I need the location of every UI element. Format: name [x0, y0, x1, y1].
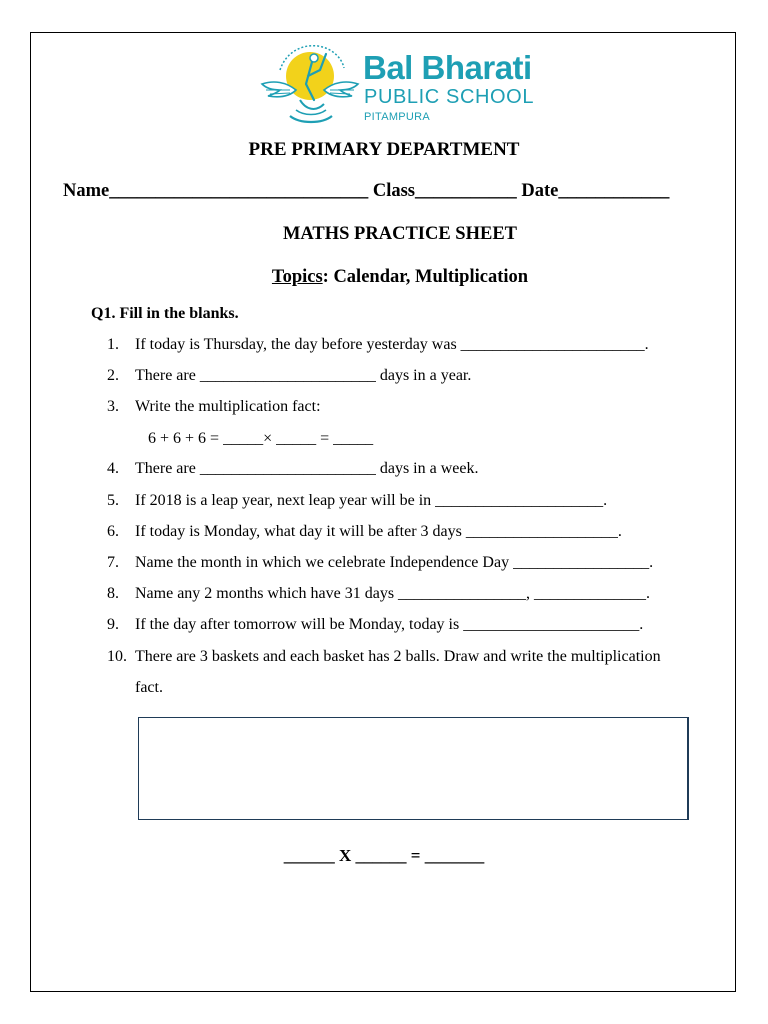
item-number: 5.	[107, 492, 119, 509]
list-item	[107, 647, 661, 667]
item-text: If the day after tomorrow will be Monday, today is ______________________.	[135, 616, 644, 633]
item-number: 7.	[107, 554, 119, 571]
item-number: 8.	[107, 585, 119, 602]
list-item	[107, 522, 622, 542]
logo-public-school: PUBLIC SCHOOL	[364, 86, 535, 108]
item-text: Name the month in which we celebrate Independence Day _________________.	[135, 554, 654, 571]
topics-label: Topics	[271, 267, 323, 287]
item-number: 6.	[107, 523, 119, 540]
department-heading: PRE PRIMARY DEPARTMENT	[248, 139, 520, 160]
list-item	[107, 553, 653, 573]
item-text: Write the multiplication fact:	[135, 398, 321, 415]
list-item	[107, 459, 478, 479]
school-logo	[260, 40, 550, 128]
item-text: Name any 2 months which have 31 days ________________, ______________.	[135, 585, 651, 602]
logo-school-name: Bal Bharati	[363, 49, 532, 86]
item-text: There are 3 baskets and each basket has 2 balls. Draw and write the multiplication	[135, 648, 661, 665]
list-item	[107, 615, 643, 635]
item-number: 1.	[107, 336, 119, 353]
logo-location: PITAMPURA	[364, 111, 431, 123]
topics-value: : Calendar, Multiplication	[322, 267, 529, 287]
item-number: 9.	[107, 616, 119, 633]
list-item	[107, 335, 649, 355]
item-text: If today is Monday, what day it will be after 3 days ___________________.	[135, 523, 622, 540]
item-text: If today is Thursday, the day before yesterday was _______________________.	[135, 336, 649, 353]
item-text: If 2018 is a leap year, next leap year will be in _____________________.	[135, 492, 608, 509]
sheet-title: MATHS PRACTICE SHEET	[282, 224, 518, 244]
question-heading: Q1. Fill in the blanks.	[91, 305, 239, 322]
multiplication-fact-line: ______ X ______ = _______	[283, 846, 485, 865]
item-number: 2.	[107, 367, 119, 384]
drawing-area[interactable]	[138, 717, 689, 820]
list-item	[107, 491, 607, 511]
item-number: 4.	[107, 460, 119, 477]
item-text-continuation: fact.	[135, 679, 163, 696]
list-item	[107, 366, 471, 386]
item-text: There are ______________________ days in a week.	[135, 460, 479, 477]
list-item	[107, 397, 321, 417]
item-number: 3.	[107, 398, 119, 415]
item-number: 10.	[107, 648, 127, 665]
multiplication-formula: 6 + 6 + 6 = _____× _____ = _____	[148, 430, 374, 447]
list-item	[107, 584, 650, 604]
school-emblem-icon	[260, 40, 360, 126]
item-text: There are ______________________ days in a year.	[135, 367, 472, 384]
name-class-date-line: Name____________________________ Class___________ Date____________	[63, 181, 670, 201]
topics-line	[0, 266, 768, 288]
